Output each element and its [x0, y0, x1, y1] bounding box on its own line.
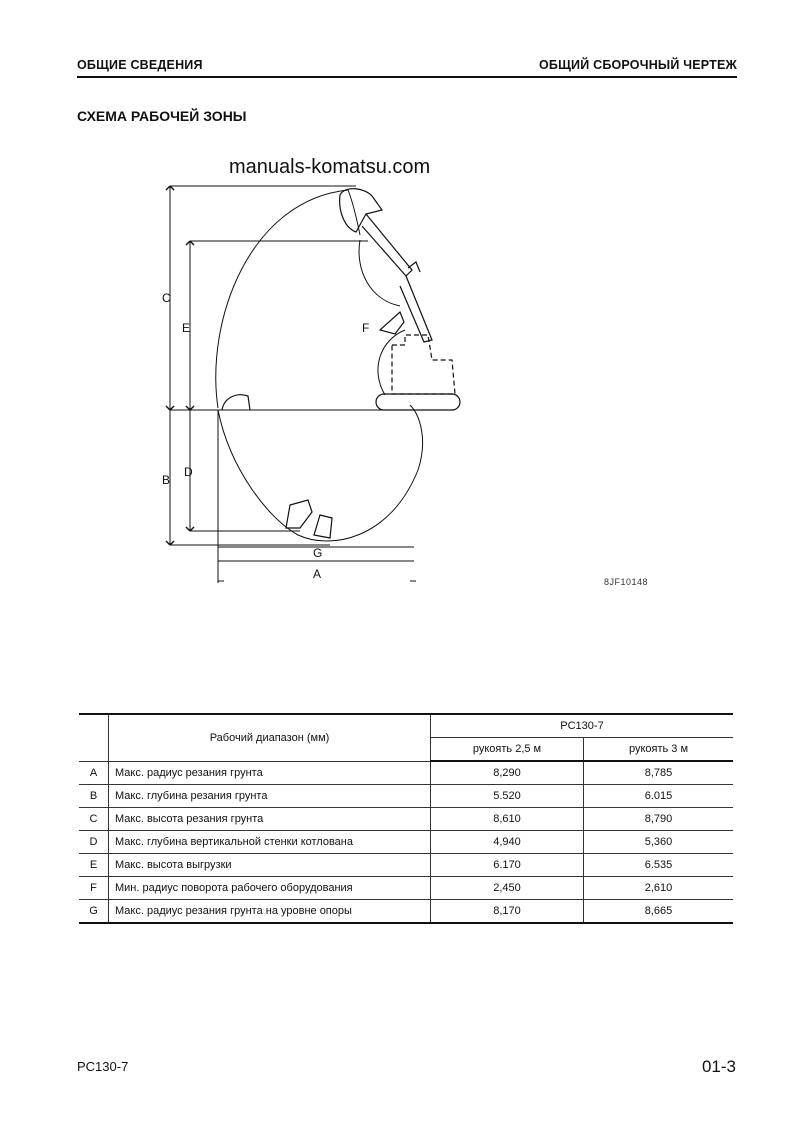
table-row: A Макс. радиус резания грунта 8,290 8,785: [79, 761, 733, 785]
label-f: F: [362, 321, 370, 335]
table-row: D Макс. глубина вертикальной стенки котлована 4,940 5,360: [79, 831, 733, 854]
label-b: B: [162, 473, 171, 487]
table-row: F Мин. радиус поворота рабочего оборудования 2,450 2,610: [79, 877, 733, 900]
arm-inner-curve: [359, 240, 400, 306]
table-row: C Макс. высота резания грунта 8,610 8,790: [79, 808, 733, 831]
envelope-upper-curve: [216, 190, 360, 408]
label-e: E: [182, 321, 191, 335]
arm-2-header: рукоять 3 м: [584, 738, 734, 762]
excavator-boom-raised: [340, 189, 432, 342]
header-chapter-name: ОБЩИЙ СБОРОЧНЫЙ ЧЕРТЕЖ: [539, 58, 737, 72]
table-row: G Макс. радиус резания грунта на уровне опоры 8,170 8,665: [79, 900, 733, 924]
envelope-lower-curve: [218, 405, 423, 541]
label-c: C: [162, 291, 171, 305]
footer-page-number: 01-3: [701, 1057, 736, 1076]
label-d: D: [184, 465, 193, 479]
header-section-name: ОБЩИЕ СВЕДЕНИЯ: [77, 58, 203, 72]
section-title: СХЕМА РАБОЧЕЙ ЗОНЫ: [77, 108, 247, 124]
model-header: PC130-7: [431, 714, 734, 738]
label-g: G: [313, 546, 323, 560]
label-a: A: [313, 567, 322, 581]
figure-id: 8JF10148: [604, 577, 649, 587]
bucket-wall-icon: [314, 515, 332, 538]
table-corner-cell: [79, 714, 109, 761]
footer-model: PC130-7: [77, 1059, 129, 1074]
working-range-table: [79, 713, 733, 924]
table-row: B Макс. глубина резания грунта 5.520 6.015: [79, 785, 733, 808]
watermark-text: manuals-komatsu.com: [229, 156, 431, 178]
arm-1-header: рукоять 2,5 м: [431, 738, 584, 762]
bucket-ground-icon: [222, 395, 250, 410]
bucket-depth-icon: [286, 500, 312, 528]
range-header: Рабочий диапазон (мм): [109, 714, 431, 761]
table-row: E Макс. высота выгрузки 6.170 6.535: [79, 854, 733, 877]
